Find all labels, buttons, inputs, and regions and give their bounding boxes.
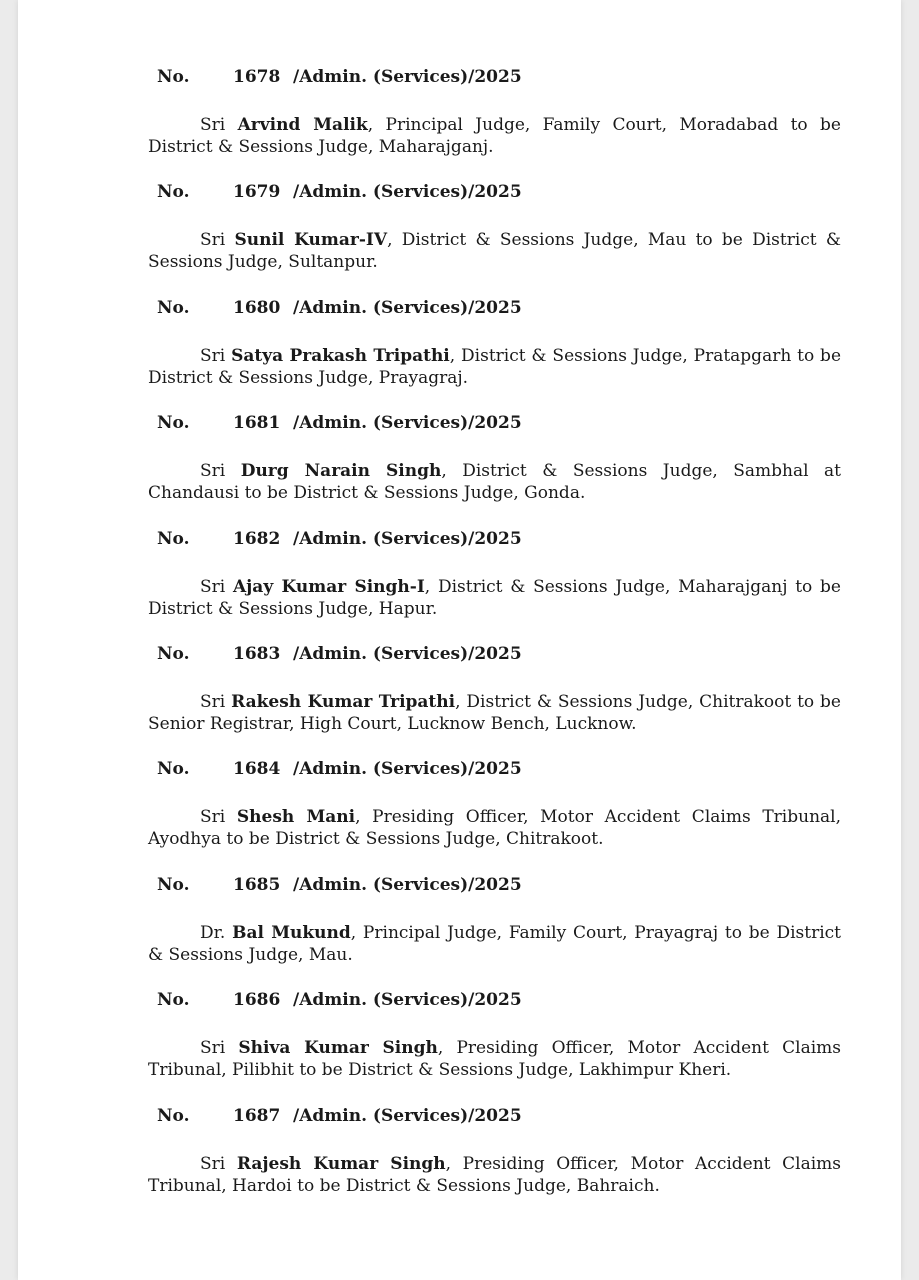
order-item [148, 412, 841, 527]
order-no-label: No. [157, 297, 190, 318]
order-text [148, 114, 841, 158]
order-reference-suffix: /Admin. (Services)/2025 [293, 759, 522, 780]
order-item [148, 528, 841, 643]
officer-name: Rajesh Kumar Singh [236, 1153, 446, 1174]
honorific: Sri [200, 1153, 226, 1174]
order-no-label: No. [157, 1105, 190, 1126]
order-text [148, 460, 841, 504]
posting-details: , Presiding Officer, Motor Accident Claims Tribunal, Pilibhit to be District & Sessions Judge, Lakhimpur Kheri. [148, 1038, 841, 1081]
order-reference-suffix: /Admin. (Services)/2025 [293, 1105, 522, 1126]
order-item [148, 1105, 841, 1220]
honorific: Sri [200, 230, 226, 251]
order-item [148, 989, 841, 1104]
order-reference-suffix: /Admin. (Services)/2025 [293, 990, 522, 1011]
posting-details: , Presiding Officer, Motor Accident Claims Tribunal, Hardoi to be District & Sessions Judge, Bahraich. [148, 1153, 841, 1196]
order-number-line [148, 181, 841, 207]
order-number: 1680 [233, 297, 281, 318]
order-item [148, 643, 841, 758]
order-no-label: No. [157, 643, 190, 664]
honorific: Sri [200, 576, 226, 597]
order-item [148, 66, 841, 181]
posting-details: , District & Sessions Judge, Mau to be District & Sessions Judge, Sultanpur. [148, 230, 842, 273]
order-no-label: No. [157, 67, 190, 87]
officer-name: Arvind Malik [237, 115, 368, 135]
order-number-line [148, 989, 841, 1015]
order-reference-suffix: /Admin. (Services)/2025 [293, 67, 522, 87]
order-text [148, 806, 841, 850]
order-reference-suffix: /Admin. (Services)/2025 [293, 297, 522, 318]
order-text [148, 345, 841, 389]
officer-name: Ajay Kumar Singh-I [232, 576, 425, 597]
order-text [148, 1153, 841, 1197]
honorific: Sri [200, 461, 226, 482]
order-number-line [148, 66, 841, 92]
honorific: Sri [200, 807, 226, 828]
order-text [148, 576, 841, 620]
posting-details: , Presiding Officer, Motor Accident Claims Tribunal, Ayodhya to be District & Sessions Judge, Chitrakoot. [148, 807, 841, 850]
order-number-line [148, 528, 841, 554]
posting-details: , District & Sessions Judge, Chitrakoot to be Senior Registrar, High Court, Lucknow Bench, Lucknow. [148, 691, 841, 734]
honorific: Sri [200, 345, 226, 366]
order-item [148, 181, 841, 296]
order-no-label: No. [157, 759, 190, 780]
order-number: 1686 [233, 990, 281, 1011]
officer-name: Rakesh Kumar Tripathi [231, 691, 456, 712]
posting-details: , Principal Judge, Family Court, Moradabad to be District & Sessions Judge, Maharajganj. [148, 115, 841, 157]
order-text [148, 922, 841, 966]
order-number: 1685 [233, 874, 281, 895]
honorific: Sri [200, 1038, 226, 1059]
order-number: 1684 [233, 759, 281, 780]
order-no-label: No. [157, 990, 190, 1011]
officer-name: Durg Narain Singh [240, 461, 442, 482]
order-number-line [148, 643, 841, 669]
posting-details: , District & Sessions Judge, Sambhal at Chandausi to be District & Sessions Judge, Gonda. [148, 461, 842, 504]
honorific: Dr. [200, 922, 226, 943]
officer-name: Sunil Kumar-IV [234, 230, 388, 251]
order-reference-suffix: /Admin. (Services)/2025 [293, 182, 522, 203]
honorific: Sri [200, 115, 226, 135]
order-number: 1683 [233, 643, 281, 664]
order-no-label: No. [157, 874, 190, 895]
order-text [148, 229, 841, 273]
order-item [148, 874, 841, 989]
order-no-label: No. [157, 182, 190, 203]
order-text [148, 691, 841, 735]
posting-details: , District & Sessions Judge, Pratapgarh to be District & Sessions Judge, Prayagraj. [148, 345, 842, 388]
order-reference-suffix: /Admin. (Services)/2025 [293, 528, 522, 549]
order-number-line [148, 1105, 841, 1131]
order-item [148, 297, 841, 412]
order-reference-suffix: /Admin. (Services)/2025 [293, 874, 522, 895]
order-reference-suffix: /Admin. (Services)/2025 [293, 413, 522, 434]
honorific: Sri [200, 691, 226, 712]
order-item [148, 758, 841, 873]
order-number-line [148, 297, 841, 323]
order-number: 1678 [233, 67, 281, 87]
order-number-line [148, 758, 841, 784]
posting-details: , District & Sessions Judge, Maharajganj to be District & Sessions Judge, Hapur. [148, 576, 841, 619]
order-number: 1679 [233, 182, 281, 203]
order-no-label: No. [157, 413, 190, 434]
officer-name: Shesh Mani [236, 807, 356, 828]
order-text [148, 1037, 841, 1081]
officer-name: Bal Mukund [232, 922, 351, 943]
posting-details: , Principal Judge, Family Court, Prayagraj to be District & Sessions Judge, Mau. [148, 922, 841, 965]
officer-name: Satya Prakash Tripathi [231, 345, 450, 366]
order-number: 1681 [233, 413, 281, 434]
order-reference-suffix: /Admin. (Services)/2025 [293, 643, 522, 664]
order-no-label: No. [157, 528, 190, 549]
orders-list [148, 66, 841, 1220]
order-number-line [148, 412, 841, 438]
order-number-line [148, 874, 841, 900]
order-number: 1682 [233, 528, 281, 549]
officer-name: Shiva Kumar Singh [238, 1038, 438, 1059]
order-number: 1687 [233, 1105, 281, 1126]
document-page [18, 0, 901, 1280]
